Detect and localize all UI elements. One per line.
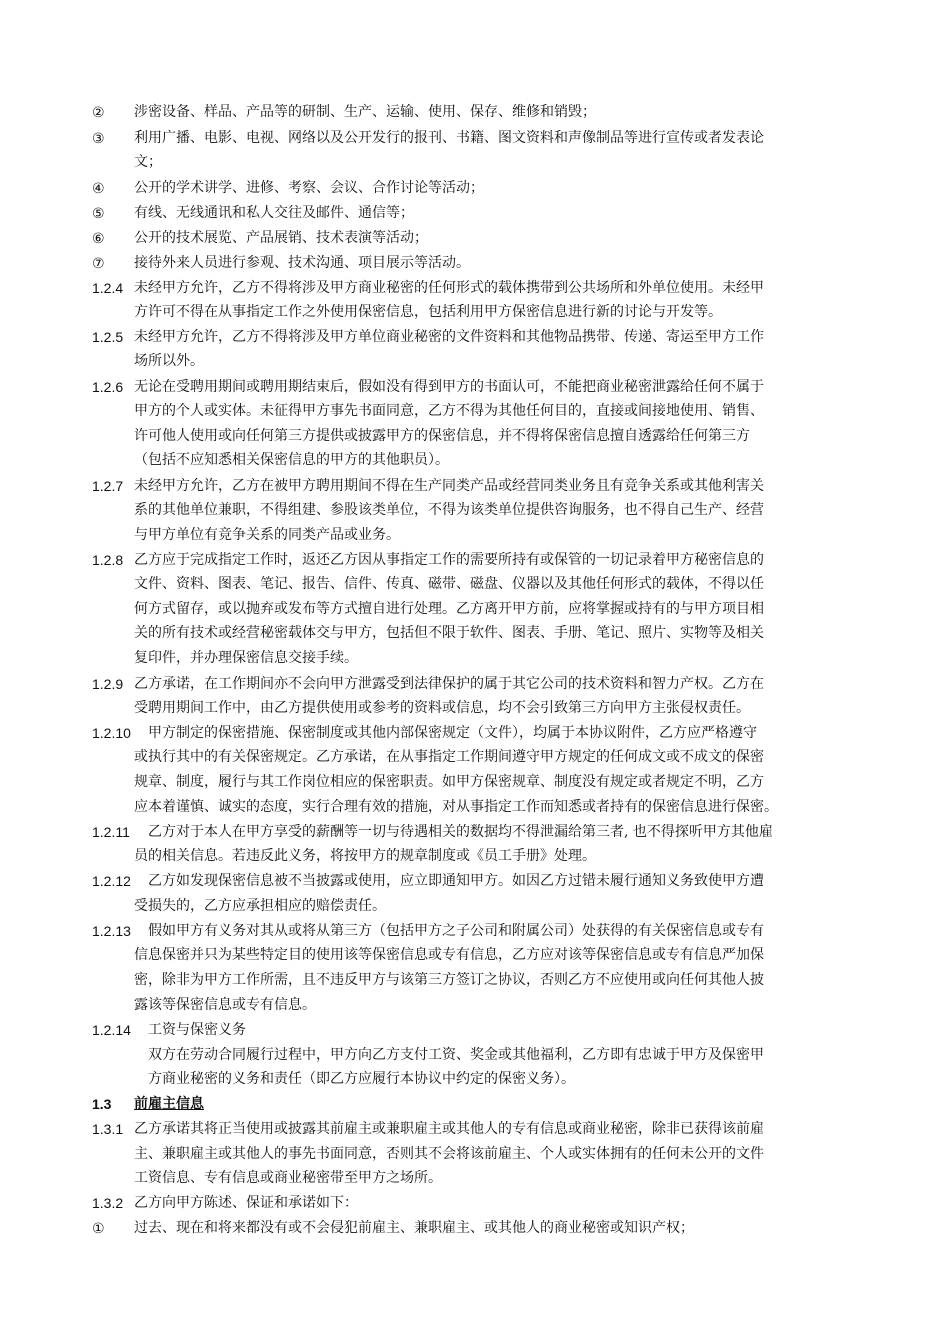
clause-text: 无论在受聘用期间或聘用期结束后，假如没有得到甲方的书面认可，不能把商业秘密泄露给任何不属于	[134, 379, 764, 395]
clause-text: 员的相关信息。若违反此义务，将按甲方的规章制度或《员工手册》处理。	[134, 848, 596, 864]
clause-text: 与甲方单位有竞争关系的同类产品或业务。	[134, 527, 400, 543]
item-marker: ②	[92, 104, 105, 120]
item-text: 利用广播、电影、电视、网络以及公开发行的报刊、书籍、图文资料和声像制品等进行宣传或者发表论	[134, 130, 764, 146]
item-text: 公开的技术展览、产品展销、技术表演等活动；	[134, 230, 428, 246]
item-marker: ⑤	[92, 205, 105, 221]
clause-number: 1.2.13	[92, 923, 131, 939]
clause-number: 1.2.7	[92, 478, 124, 494]
clause-text: 或执行其中的有关保密规定。乙方承诺，在从事指定工作期间遵守甲方规定的任何成文或不成文的保密	[134, 749, 764, 765]
clause-text: 乙方向甲方陈述、保证和承诺如下：	[134, 1195, 358, 1211]
clause-text: 乙方承诺其将正当使用或披露其前雇主或兼职雇主或其他人的专有信息或商业秘密，除非已获得该前雇	[134, 1121, 764, 1137]
clause-text: 密，除非为甲方工作所需，且不违反甲方与该第三方签订之协议，否则乙方不应使用或向任何其他人披	[134, 972, 764, 988]
clause-number: 1.2.11	[92, 824, 130, 840]
clause-text: 关的所有技术或经营秘密载体交与甲方，包括但不限于软件、图表、手册、笔记、照片、实物等及相关	[134, 625, 764, 641]
clause-text: 未经甲方允许，乙方不得将涉及甲方单位商业秘密的文件资料和其他物品携带、传递、寄运至甲方工作	[134, 329, 764, 345]
clause-text: 系的其他单位兼职，不得组建、参股该类单位，不得为该类单位提供咨询服务，也不得自己生产、经营	[134, 502, 764, 518]
clause-text: 何方式留存，或以抛弃或发布等方式擅自进行处理。乙方离开甲方前，应将掌握或持有的与甲方项目相	[134, 601, 764, 617]
clause-number: 1.2.6	[92, 379, 124, 395]
clause-number: 1.2.10	[92, 725, 131, 741]
clause-number: 1.2.12	[92, 873, 131, 889]
clause-text: （包括不应知悉相关保密信息的甲方的其他职员）。	[134, 452, 449, 468]
item-text: 有线、无线通讯和私人交往及邮件、通信等；	[134, 205, 414, 221]
clause-text: 应本着谨慎、诚实的态度，实行合理有效的措施，对从事指定工作而知悉或者持有的保密信息进行保密。	[134, 799, 778, 815]
clause-number: 1.2.9	[92, 676, 124, 692]
item-marker: ⑦	[92, 255, 105, 271]
item-marker: ①	[92, 1220, 105, 1236]
item-marker: ③	[92, 130, 105, 146]
clause-text: 受聘用期间工作中，由乙方提供使用或参考的资料或信息，均不会引致第三方向甲方主张侵权责任。	[134, 700, 750, 716]
clause-text: 甲方制定的保密措施、保密制度或其他内部保密规定（文件），均属于本协议附件，乙方应严格遵守	[148, 725, 757, 741]
clause-text: 双方在劳动合同履行过程中，甲方向乙方支付工资、奖金或其他福利，乙方即有忠诚于甲方及保密甲	[148, 1047, 764, 1063]
clause-text: 乙方对于本人在甲方享受的薪酬等一切与待遇相关的数据均不得泄漏给第三者, 也不得探听甲方其他雇	[148, 824, 773, 840]
section-title: 前雇主信息	[134, 1096, 204, 1112]
clause-text: 方商业秘密的义务和责任（即乙方应履行本协议中约定的保密义务）。	[148, 1071, 575, 1087]
clause-number: 1.3.1	[92, 1121, 124, 1137]
item-text: 公开的学术讲学、进修、考察、会议、合作讨论等活动；	[134, 180, 484, 196]
item-marker: ④	[92, 180, 105, 196]
clause-text: 乙方承诺，在工作期间亦不会向甲方泄露受到法律保护的属于其它公司的技术资料和智力产权。乙方在	[134, 676, 764, 692]
clause-text: 乙方应于完成指定工作时，返还乙方因从事指定工作的需要所持有或保管的一切记录着甲方秘密信息的	[134, 552, 764, 568]
clause-text: 甲方的个人或实体。未征得甲方事先书面同意，乙方不得为其他任何目的，直接或间接地使用、销售、	[134, 403, 764, 419]
clause-number: 1.2.4	[92, 280, 124, 296]
clause-number: 1.2.8	[92, 552, 124, 568]
clause-text: 许可他人使用或向任何第三方提供或披露甲方的保密信息，并不得将保密信息擅自透露给任何第三方	[134, 428, 750, 444]
clause-text: 主、兼职雇主或其他人的事先书面同意，否则其不会将该前雇主、个人或实体拥有的任何未公开的文件	[134, 1146, 764, 1162]
clause-text: 假如甲方有义务对其从或将从第三方（包括甲方之子公司和附属公司）处获得的有关保密信息或专有	[148, 923, 764, 939]
item-text: 涉密设备、样品、产品等的研制、生产、运输、使用、保存、维修和销毁；	[134, 104, 596, 120]
clause-text: 复印件，并办理保密信息交接手续。	[134, 650, 358, 666]
clause-text: 受损失的，乙方应承担相应的赔偿责任。	[134, 898, 386, 914]
clause-text: 工资信息、专有信息或商业秘密带至甲方之场所。	[134, 1170, 442, 1186]
clause-text: 规章、制度，履行与其工作岗位相应的保密职责。如甲方保密规章、制度没有规定或者规定不明，乙方	[134, 774, 764, 790]
clause-text: 露该等保密信息或专有信息。	[134, 997, 316, 1013]
clause-text: 信息保密并只为某些特定目的使用该等保密信息或专有信息，乙方应对该等保密信息或专有信息严加保	[134, 947, 764, 963]
item-marker: ⑥	[92, 230, 105, 246]
clause-text: 未经甲方允许，乙方在被甲方聘用期间不得在生产同类产品或经营同类业务且有竞争关系或其他利害关	[134, 478, 764, 494]
item-text: 过去、现在和将来都没有或不会侵犯前雇主、兼职雇主、或其他人的商业秘密或知识产权；	[134, 1220, 694, 1236]
clause-text: 乙方如发现保密信息被不当披露或使用，应立即通知甲方。如因乙方过错未履行通知义务致使甲方遭	[148, 873, 764, 889]
clause-text: 文件、资料、图表、笔记、报告、信件、传真、磁带、磁盘、仪器以及其他任何形式的载体，不得以任	[134, 576, 764, 592]
clause-number: 1.2.5	[92, 329, 124, 345]
clause-text: 未经甲方允许，乙方不得将涉及甲方商业秘密的任何形式的载体携带到公共场所和外单位使用。未经甲	[134, 280, 764, 296]
section-number: 1.3	[92, 1096, 112, 1112]
item-text: 接待外来人员进行参观、技术沟通、项目展示等活动。	[134, 255, 470, 271]
clause-text: 方许可不得在从事指定工作之外使用保密信息，包括利用甲方保密信息进行新的讨论与开发等。	[134, 304, 722, 320]
clause-text: 工资与保密义务	[148, 1022, 246, 1038]
clause-number: 1.2.14	[92, 1022, 131, 1038]
clause-text: 场所以外。	[134, 353, 204, 369]
item-text: 文；	[134, 154, 162, 170]
clause-number: 1.3.2	[92, 1195, 124, 1211]
